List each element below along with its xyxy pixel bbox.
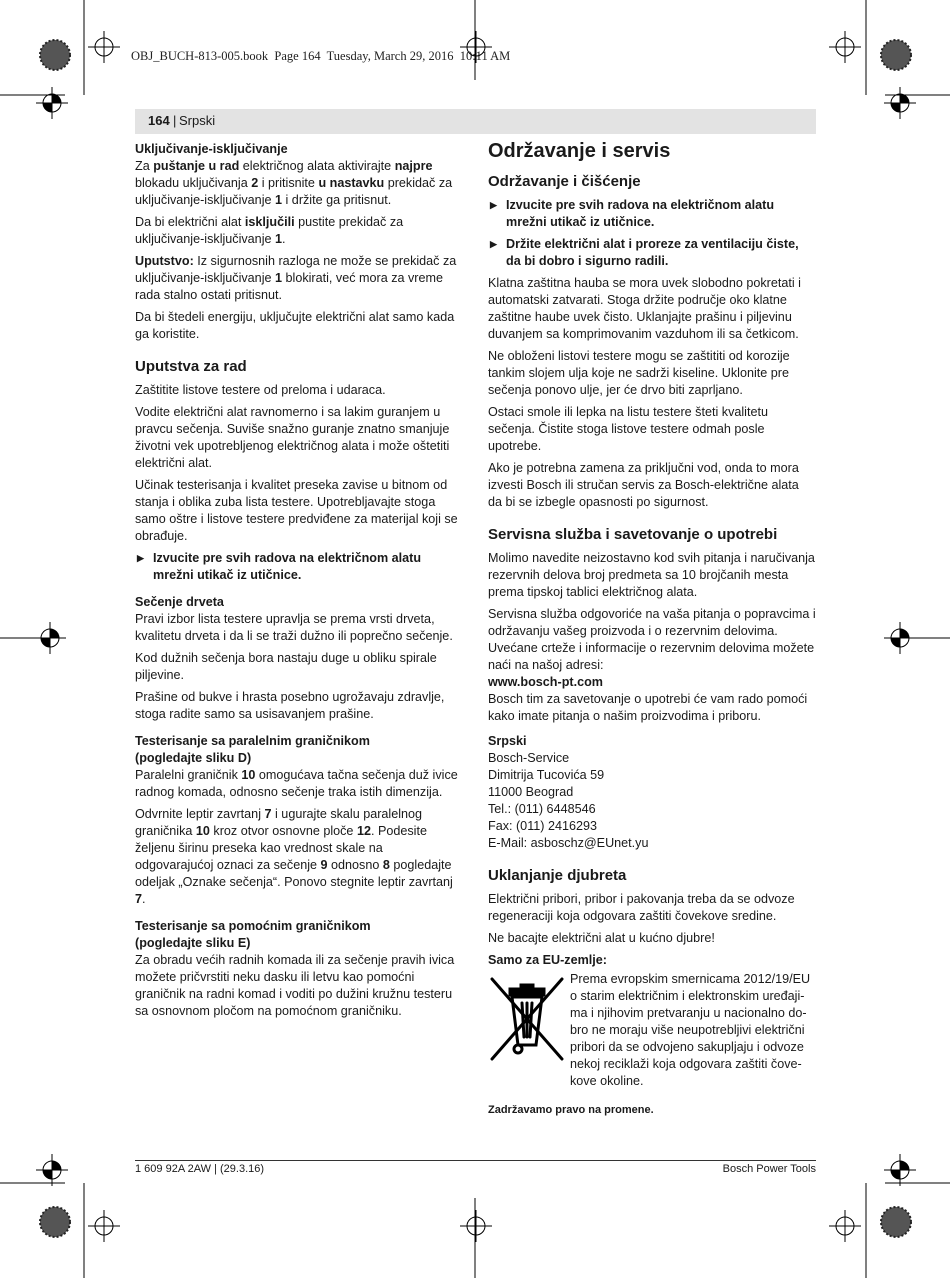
parallel-heading: Testerisanje sa paralelnim graničnikom xyxy=(135,734,370,748)
work-paragraph-2: Vodite električni alat ravnomerno i sa lakim guranjem u pravcu sečenja. Suviše snažno guranje znatno smanjuje životni vek upotrebljenog električnog alata i može oštetiti električni alat. xyxy=(135,405,450,470)
aux-heading-figure-ref: (pogledajte sliku E) xyxy=(135,936,251,950)
aux-paragraph-1: Za obradu većih radnih komada ili za sečenje pravih ivica možete pričvrstiti neku dasku ili letvu kao pomoćni graničnik na radni komad i voditi po dužini kružnu testeru sa osnovnom pločom na pomoćnom graničniku. xyxy=(135,953,455,1018)
wood-paragraph-3: Prašine od bukve i hrasta posebno ugrožavaju zdravlje, stoga radite samo sa usisavanjem prašine. xyxy=(135,690,445,721)
address-line: E-Mail: asboschz@EUnet.yu xyxy=(488,836,649,850)
triangle-bullet-icon: ▶ xyxy=(137,553,144,563)
disposal-heading: Uklanjanje djubreta xyxy=(488,867,627,884)
service-heading: Servisna služba i savetovanje o upotrebi xyxy=(488,526,778,543)
footer-rule xyxy=(135,1160,816,1161)
wood-paragraph-2: Kod dužnih sečenja bora nastaju duge u obliku spirale piljevine. xyxy=(135,651,437,682)
service-paragraph-2: Servisna služba odgovoriće na vaša pitanja o popravcima i održavanju vašeg proizvoda i o rezervnim delovima. Uvećane crteže i informacije o rezervnim delovima možete naći na našoj adresi: xyxy=(488,607,816,672)
crossed-bin-icon xyxy=(488,971,570,1090)
cleaning-bullet-1: ▶ Izvucite pre svih radova na električnom alatu mrežni utikač iz utičnice. xyxy=(490,198,775,229)
switch-paragraph-2: Da bi električni alat isključili pustite prekidač za uključivanje-isključivanje 1. xyxy=(135,215,404,246)
print-header: OBJ_BUCH-813-005.book Page 164 Tuesday, March 29, 2016 10:11 AM xyxy=(131,49,511,63)
right-column xyxy=(488,138,816,1124)
wood-paragraph-1: Pravi izbor lista testere upravlja se prema vrsti drveta, kvalitetu drveta i da li se traži dužno ili poprečno sečenje. xyxy=(135,612,453,643)
cleaning-paragraph-2: Ne obloženi listovi testere mogu se zaštititi od korozije tankim slojem ulja koje ne sadrži kiseline. Uklonite pre sečenja ponovo ulje, jer će drvo biti zaprljano. xyxy=(488,349,790,397)
triangle-bullet-icon: ▶ xyxy=(490,200,497,210)
work-paragraph-1: Zaštitite listove testere od preloma i udaraca. xyxy=(135,383,386,397)
address-line: Fax: (011) 2416293 xyxy=(488,819,597,833)
page-header-bar xyxy=(135,109,816,134)
weee-block xyxy=(488,971,816,1090)
service-url[interactable]: www.bosch-pt.com xyxy=(488,675,603,689)
eu-heading: Samo za EU-zemlje: xyxy=(488,953,607,967)
service-paragraph-1: Molimo navedite neizostavno kod svih pitanja i naručivanja rezervnih delova broj predmeta sa 10 brojčanih mesta prema tipskoj tablici električnog alata. xyxy=(488,551,815,599)
cleaning-paragraph-1: Klatna zaštitna hauba se mora uvek slobodno pokretati i automatski zatvarati. Stoga držite područje oko klatne zaštitne haube uvek čisto. Uklanjajte prašinu i piljevinu duvanjem sa komprimovanim vazduhom ili sa četkicom. xyxy=(488,276,801,341)
service-paragraph-3: Bosch tim za savetovanje o upotrebi će vam rado pomoći kako imate pitanja o našim proizvodima i priboru. xyxy=(488,692,808,723)
disposal-paragraph-2: Ne bacajte električni alat u kućno djubre! xyxy=(488,931,715,945)
cleaning-paragraph-4: Ako je potrebna zamena za priključni vod, onda to mora izvesti Bosch ili stručan servis za Bosch-električne alata da bi se izbegle opasnosti po sigurnost. xyxy=(488,461,799,509)
parallel-paragraph-1: Paralelni graničnik 10 omogućava tačna sečenja duž ivice radnog komada, odnosno sečenje traka istih dimenzija. xyxy=(135,768,458,799)
address-block xyxy=(488,750,816,852)
header-language: Srpski xyxy=(179,113,216,128)
switch-paragraph-4: Da bi štedeli energiju, uključujte električni alat samo kada ga koristite. xyxy=(135,310,455,341)
wood-heading: Sečenje drveta xyxy=(135,595,224,609)
switch-paragraph-1: Za puštanje u rad električnog alata aktivirajte najpre blokadu uključivanja 2 i pritisnite u nastavku prekidač za uključivanje-isključivanje 1 i držite ga pritisnut. xyxy=(135,159,453,207)
footer-brand: Bosch Power Tools xyxy=(722,1163,816,1175)
disposal-paragraph-1: Električni pribori, pribor i pakovanja treba da se odvoze regeneraciji koja odgovara zaštiti čovekove sredine. xyxy=(488,892,795,923)
address-line: Bosch-Service xyxy=(488,751,570,765)
aux-heading: Testerisanje sa pomoćnim graničnikom xyxy=(135,919,371,933)
work-heading: Uputstva za rad xyxy=(135,358,247,375)
footer-doc-number: 1 609 92A 2AW | (29.3.16) xyxy=(135,1163,265,1175)
work-warning-bullet: ▶ Izvucite pre svih radova na električnom alatu mrežni utikač iz utičnice. xyxy=(137,551,422,582)
work-paragraph-3: Učinak testerisanja i kvalitet preseka zavise u bitnom od stanja i oblika zuba lista testere. Upotrebljavajte stoga samo oštre i listove testere predviđene za materijal koji se obrađuje. xyxy=(135,478,458,543)
address-line: 11000 Beograd xyxy=(488,785,574,799)
header-separator: | xyxy=(173,113,177,128)
cleaning-paragraph-3: Ostaci smole ili lepka na listu testere šteti kvalitetu sečenja. Čistite stoga listove testere odmah posle upotrebe. xyxy=(488,405,768,453)
maintenance-main-heading: Održavanje i servis xyxy=(488,140,671,162)
address-line: Dimitrija Tucovića 59 xyxy=(488,768,605,782)
reserve-note: Zadržavamo pravo na promene. xyxy=(488,1104,654,1116)
address-line: Tel.: (011) 6448546 xyxy=(488,802,596,816)
parallel-heading-figure-ref: (pogledajte sliku D) xyxy=(135,751,252,765)
page-number: 164 xyxy=(148,113,170,128)
switch-note: Uputstvo: Iz sigurnosnih razloga ne može se prekidač za uključivanje-isključivanje 1 blokirati, već mora za vreme rada stalno ostati pritisnut. xyxy=(135,254,457,302)
left-column xyxy=(135,141,462,1025)
cleaning-heading: Održavanje i čišćenje xyxy=(488,173,641,190)
eu-directive-text: Prema evropskim smernicama 2012/19/EU o starim električnim i elektronskim uređaji-ma i njihovim pretvaranju u nacionalno do-bro ne moraju više neupotrebljivi električni pribori da se odvojeno sakupljaju i odvoze nekoj reciklaži koja odgovara zaštiti čove-kove okoline. xyxy=(570,972,811,1088)
parallel-paragraph-2: Odvrnite leptir zavrtanj 7 i ugurajte skalu paralelnog graničnika 10 kroz otvor osnovne ploče 12. Podesite željenu širinu preseka kao vrednost skale na odgovarajućoj oznaci za sečenje 9 odnosno 8 pogledajte odeljak „Oznake sečenja“. Ponovo stegnite leptir zavrtanj 7. xyxy=(135,807,453,906)
switch-heading: Uključivanje-isključivanje xyxy=(135,142,288,156)
cleaning-bullet-2: ▶ Držite električni alat i proreze za ventilaciju čiste, da bi dobro i sigurno radili. xyxy=(490,237,799,268)
triangle-bullet-icon: ▶ xyxy=(490,239,497,249)
address-heading: Srpski xyxy=(488,734,527,748)
